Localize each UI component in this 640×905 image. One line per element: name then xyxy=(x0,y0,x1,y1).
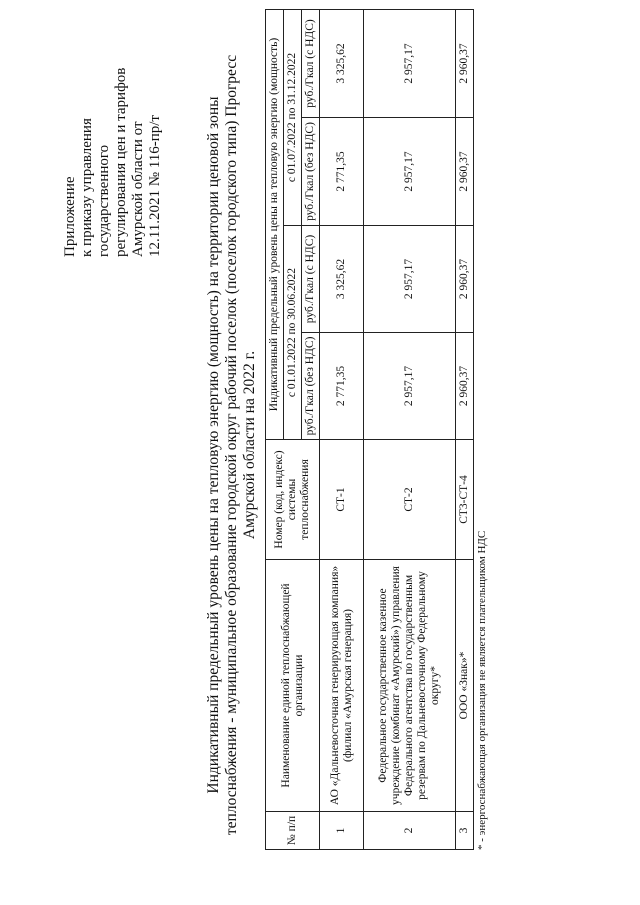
header-price-group: Индикативный предельный уровень цены на тепловую энергию (мощность) xyxy=(266,9,284,439)
cell-p1-no-vat: 2 960,37 xyxy=(456,333,474,440)
cell-p2-vat: 2 957,17 xyxy=(364,9,456,117)
appendix-line: государственного xyxy=(96,144,112,257)
cell-p1-no-vat: 2 957,17 xyxy=(364,333,456,440)
table-row xyxy=(364,9,456,849)
header-p1-vat: руб./Гкал (с НДС) xyxy=(302,226,320,333)
tariff-table xyxy=(265,9,474,850)
header-period-1: с 01.01.2022 по 30.06.2022 xyxy=(284,226,302,440)
cell-p2-vat: 3 325,62 xyxy=(320,9,364,117)
title-line: Индикативный предельный уровень цены на тепловую энергию (мощность) на территории ценовой зоны xyxy=(205,96,222,794)
appendix-line: 12.11.2021 № 116-пр/т xyxy=(147,115,163,257)
cell-num: 3 xyxy=(456,812,474,850)
header-num: № п/п xyxy=(266,812,320,850)
appendix-line: Амурской области от xyxy=(130,121,146,257)
cell-p2-vat: 2 960,37 xyxy=(456,9,474,117)
cell-p2-no-vat: 2 771,35 xyxy=(320,118,364,226)
header-code: Номер (код, индекс) системы теплоснабжения xyxy=(266,440,320,560)
title-line: теплоснабжения - муниципальное образование городской округ рабочий поселок (поселок городского типа) Прогресс xyxy=(223,54,240,836)
cell-code: СТ-1 xyxy=(320,440,364,560)
header-row xyxy=(266,9,284,849)
footnote: * - энергоснабжающая организация не является плательщиком НДС xyxy=(476,530,488,850)
header-p1-no-vat: руб./Гкал (без НДС) xyxy=(302,333,320,440)
cell-org: АО «Дальневосточная генерирующая компания» (филиал «Амурская генерация) xyxy=(320,560,364,812)
table-row xyxy=(456,9,474,849)
tariff-table-wrap xyxy=(265,10,489,850)
cell-p1-vat: 2 957,17 xyxy=(364,226,456,333)
cell-org: Федеральное государственное казенное учреждение (комбинат «Амурский») управления Федерального агентства по государственным резервам по Дальневосточному Федеральному округу* xyxy=(364,560,456,812)
appendix-line: Приложение xyxy=(62,176,78,257)
cell-num: 1 xyxy=(320,812,364,850)
cell-code: СТ-2 xyxy=(364,440,456,560)
cell-p1-no-vat: 2 771,35 xyxy=(320,333,364,440)
cell-p1-vat: 3 325,62 xyxy=(320,226,364,333)
header-org: Наименование единой теплоснабжающей организации xyxy=(266,560,320,812)
header-p2-no-vat: руб./Гкал (без НДС) xyxy=(302,118,320,226)
appendix-note xyxy=(62,17,164,257)
appendix-line: к приказу управления xyxy=(79,118,95,257)
cell-num: 2 xyxy=(364,812,456,850)
table-row xyxy=(320,9,364,849)
cell-org: ООО «Знак»* xyxy=(456,560,474,812)
header-period-2: с 01.07.2022 по 31.12.2022 xyxy=(284,9,302,225)
header-p2-vat: руб./Гкал (с НДС) xyxy=(302,9,320,117)
cell-code: СТ3-СТ-4 xyxy=(456,440,474,560)
cell-p2-no-vat: 2 960,37 xyxy=(456,118,474,226)
cell-p1-vat: 2 960,37 xyxy=(456,226,474,333)
title-line: Амурской области на 2022 г. xyxy=(241,350,258,540)
appendix-line: регулирования цен и тарифов xyxy=(113,67,129,257)
document-title xyxy=(205,45,259,845)
cell-p2-no-vat: 2 957,17 xyxy=(364,118,456,226)
